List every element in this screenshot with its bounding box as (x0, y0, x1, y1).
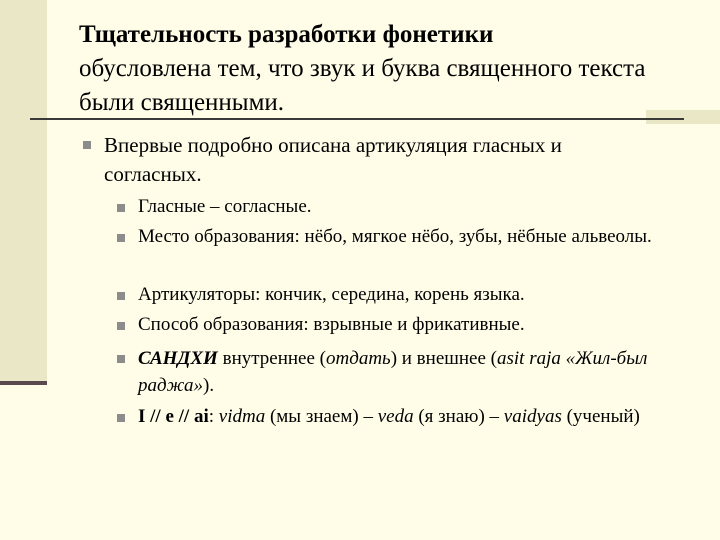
sandhi-example-external: asit raja «Жил-был раджа» (138, 348, 648, 396)
left-decor-rule (0, 381, 47, 385)
sub-item-ablaut (138, 403, 698, 430)
bullet-square-icon (83, 141, 91, 149)
ablaut-word: vidma (218, 406, 266, 427)
sub-bullet-square-icon (117, 234, 125, 242)
sandhi-text: ) и внешнее ( (390, 348, 497, 369)
sandhi-text: ). (203, 375, 215, 396)
sub-bullet-square-icon (117, 355, 125, 363)
ablaut-word: veda (377, 406, 414, 427)
sub-item-articulators: Артикуляторы: кончик, середина, корень языка. (138, 284, 525, 305)
sandhi-text: внутреннее ( (217, 348, 326, 369)
bullet-articulation: Впервые подробно описана артикуляция гласных и согласных. (104, 133, 562, 186)
sub-item-place: Место образования: нёбо, мягкое нёбо, зубы, нёбные альвеолы. (138, 226, 652, 247)
sub-bullet-square-icon (117, 414, 125, 422)
left-decor-band (0, 0, 47, 385)
ablaut-word: vaidyas (503, 406, 562, 427)
ablaut-text: (мы знаем) – (265, 406, 378, 427)
slide-title (79, 18, 699, 120)
ablaut-grades: I // e // ai (138, 406, 209, 427)
sandhi-term: САНДХИ (138, 348, 218, 369)
sub-bullet-square-icon (117, 292, 125, 300)
sub-item-manner: Способ образования: взрывные и фрикативные. (138, 314, 525, 335)
title-rest: обусловлена тем, что звук и буква священного текста были священными. (79, 55, 646, 116)
sub-bullet-square-icon (117, 322, 125, 330)
ablaut-text: (я знаю) – (413, 406, 504, 427)
ablaut-text: : (208, 406, 219, 427)
sub-item-vowels: Гласные – согласные. (138, 196, 312, 217)
sub-item-sandhi (138, 345, 698, 399)
title-bold-line: Тщательность разработки фонетики (79, 21, 494, 48)
sub-bullet-square-icon (117, 204, 125, 212)
sandhi-example-internal: отдать (325, 348, 391, 369)
ablaut-text: (ученый) (561, 406, 640, 427)
